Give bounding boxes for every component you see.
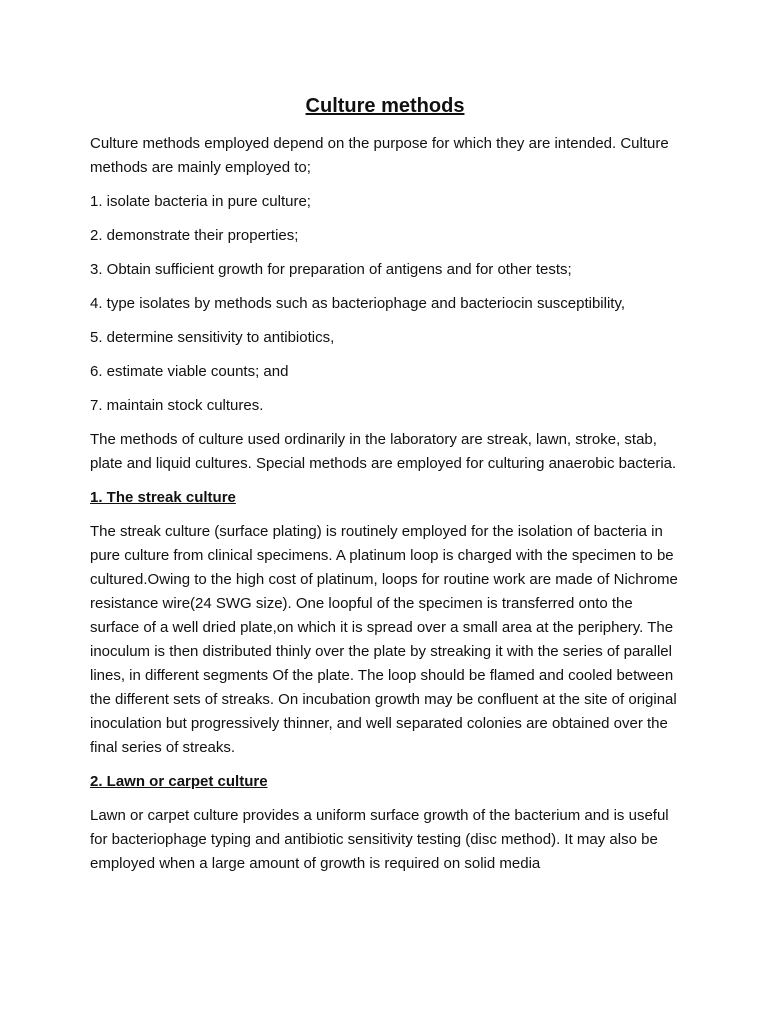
purpose-item: 3. Obtain sufficient growth for preparation of antigens and for other tests; <box>90 261 572 278</box>
section-heading: 1. The streak culture <box>90 489 236 506</box>
section-body: Lawn or carpet culture provides a uniform surface growth of the bacterium and is useful for bacteriophage typing and antibiotic sensitivity testing (disc method). It may also be employed when a large amount of growth is required on solid media <box>90 807 669 872</box>
purpose-list <box>90 190 680 418</box>
purpose-item: 4. type isolates by methods such as bacteriophage and bacteriocin susceptibility, <box>90 295 626 312</box>
section-heading: 2. Lawn or carpet culture <box>90 773 268 790</box>
document-content <box>90 94 680 886</box>
purpose-item: 6. estimate viable counts; and <box>90 363 289 380</box>
purpose-item: 2. demonstrate their properties; <box>90 227 299 244</box>
methods-paragraph: The methods of culture used ordinarily in the laboratory are streak, lawn, stroke, stab, plate and liquid cultures. Special methods are employed for culturing anaerobic bacteria. <box>90 431 677 472</box>
intro-paragraph: Culture methods employed depend on the purpose for which they are intended. Culture methods are mainly employed to; <box>90 135 669 176</box>
section-body: The streak culture (surface plating) is routinely employed for the isolation of bacteria in pure culture from clinical specimens. A platinum loop is charged with the specimen to be cultured.Owing to the high cost of platinum, loops for routine work are made of Nichrome resistance wire(24 SWG size). One loopful of the specimen is transferred onto the surface of a well dried plate,on which it is spread over a small area at the periphery. The inoculum is then distributed thinly over the plate by streaking it with the series of parallel lines, in different segments Of the plate. The loop should be flamed and cooled between the different sets of streaks. On incubation growth may be confluent at the site of original inoculation but progressively thinner, and well separated colonies are obtained over the final series of streaks. <box>90 523 678 756</box>
page-title: Culture methods <box>305 95 465 117</box>
section-lawn-culture <box>90 770 680 876</box>
purpose-item: 5. determine sensitivity to antibiotics, <box>90 329 335 346</box>
section-streak-culture <box>90 486 680 760</box>
purpose-item: 1. isolate bacteria in pure culture; <box>90 193 311 210</box>
purpose-item: 7. maintain stock cultures. <box>90 397 264 414</box>
